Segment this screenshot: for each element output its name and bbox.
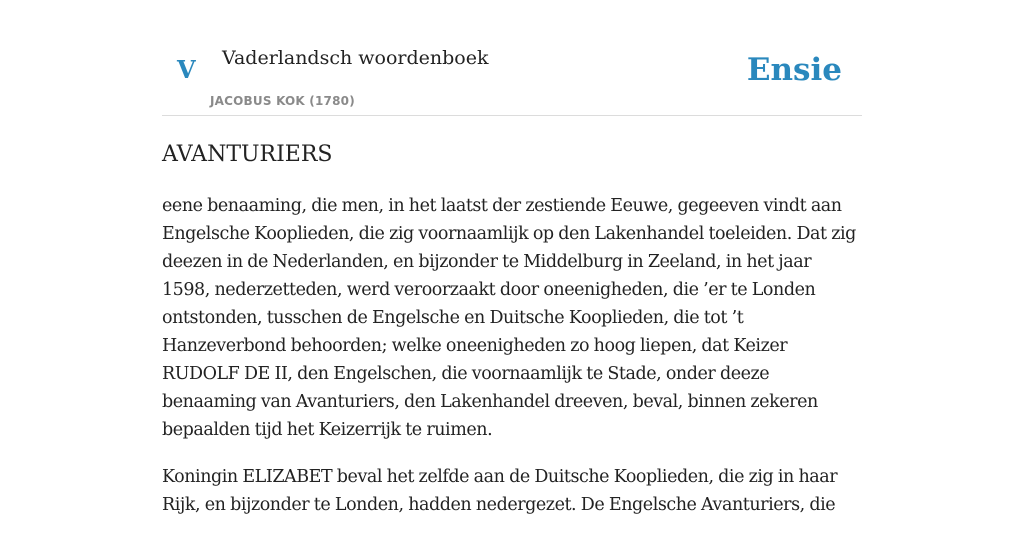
entry-paragraph: Koningin ELIZABET beval het zelfde aan de Duitsche Kooplieden, die zig in haar Rijk, en bijzonder te Londen, hadden nedergezet. De Engelsche Avanturiers, die (162, 467, 838, 515)
entry-paragraph: eene benaaming, die men, in het laatst der zestiende Eeuwe, gegeeven vindt aan Engelsche Kooplieden, die zig voornaamlijk op den Lakenhandel toeleiden. Dat zig deezen in de Nederlanden, en bijzonder te Middelburg in Zeeland, in het jaar 1598, nederzetteden, werd veroorzaakt door oneenigheden, die ’er te Londen ontstonden, tusschen de Engelsche en Duitsche Kooplieden, die tot ’t Hanzeverbond behoorden; welke oneenigheden zo hoog liepen, dat Keizer RUDOLF DE II, den Engelschen, die voornaamlijk te Stade, onder deeze benaaming van Avanturiers, den Lakenhandel dreeven, beval, binnen zekeren bepaalden tijd het Keizerrijk te ruimen. (162, 196, 856, 440)
ensie-logo[interactable]: Ensie (746, 52, 842, 88)
header (162, 0, 862, 116)
book-letter-logo[interactable]: V (177, 55, 196, 84)
page (162, 0, 862, 515)
entry-title: AVANTURIERS (162, 142, 333, 167)
entry-body (162, 192, 862, 538)
book-title-link[interactable]: Vaderlandsch woordenboek (222, 47, 489, 69)
book-author: JACOBUS KOK (1780) (210, 94, 355, 108)
